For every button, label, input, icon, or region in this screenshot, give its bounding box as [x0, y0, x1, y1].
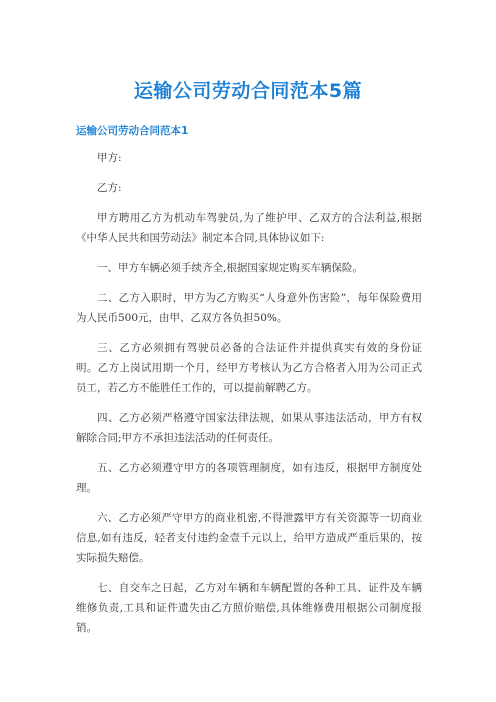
- paragraph-clause-5: 五、乙方必须遵守甲方的各项管理制度，如有违反，根据甲方制度处理。: [76, 462, 422, 494]
- paragraph-clause-3: 三、乙方必须拥有驾驶员必备的合法证件并提供真实有效的身份证明。乙方上岗试用期一个月，经甲方考核认为乙方合格者入用为公司正式员工，若乙方不能胜任工作的，可以提前解聘乙方。: [76, 342, 422, 394]
- paragraph-intro: 甲方聘用乙方为机动车驾驶员,为了维护甲、乙双方的合法利益,根据《中华人民共和国劳动法》制定本合同,具体协议如下:: [76, 212, 422, 244]
- paragraph-clause-2: 二、乙方入职时，甲方为乙方购买“人身意外伤害险”，每年保险费用为人民币500元，由甲、乙双方各负担50%。: [76, 292, 422, 324]
- paragraph-party-a: 甲方:: [97, 152, 122, 164]
- section-heading: 运输公司劳动合同范本1: [76, 125, 189, 137]
- paragraph-clause-6: 六、乙方必须严守甲方的商业机密,不得泄露甲方有关资源等一切商业信息,如有违反，轻者支付违约金壹千元以上，给甲方造成严重后果的，按实际损失赔偿。: [76, 512, 422, 564]
- paragraph-clause-7: 七、自交车之日起，乙方对车辆和车辆配置的各种工具、证件及车辆维修负责,工具和证件遗失由乙方照价赔偿,具体维修费用根据公司制度报销。: [76, 582, 422, 634]
- document-body: [76, 148, 422, 648]
- paragraph-party-b: 乙方:: [97, 182, 122, 194]
- document-title: 运输公司劳动合同范本5篇: [133, 80, 363, 102]
- paragraph-clause-4: 四、乙方必须严格遵守国家法律法规，如果从事违法活动，甲方有权解除合同;甲方不承担违法活动的任何责任。: [76, 412, 422, 444]
- paragraph-clause-1: 一、甲方车辆必须手续齐全,根据国家规定购买车辆保险。: [97, 262, 363, 274]
